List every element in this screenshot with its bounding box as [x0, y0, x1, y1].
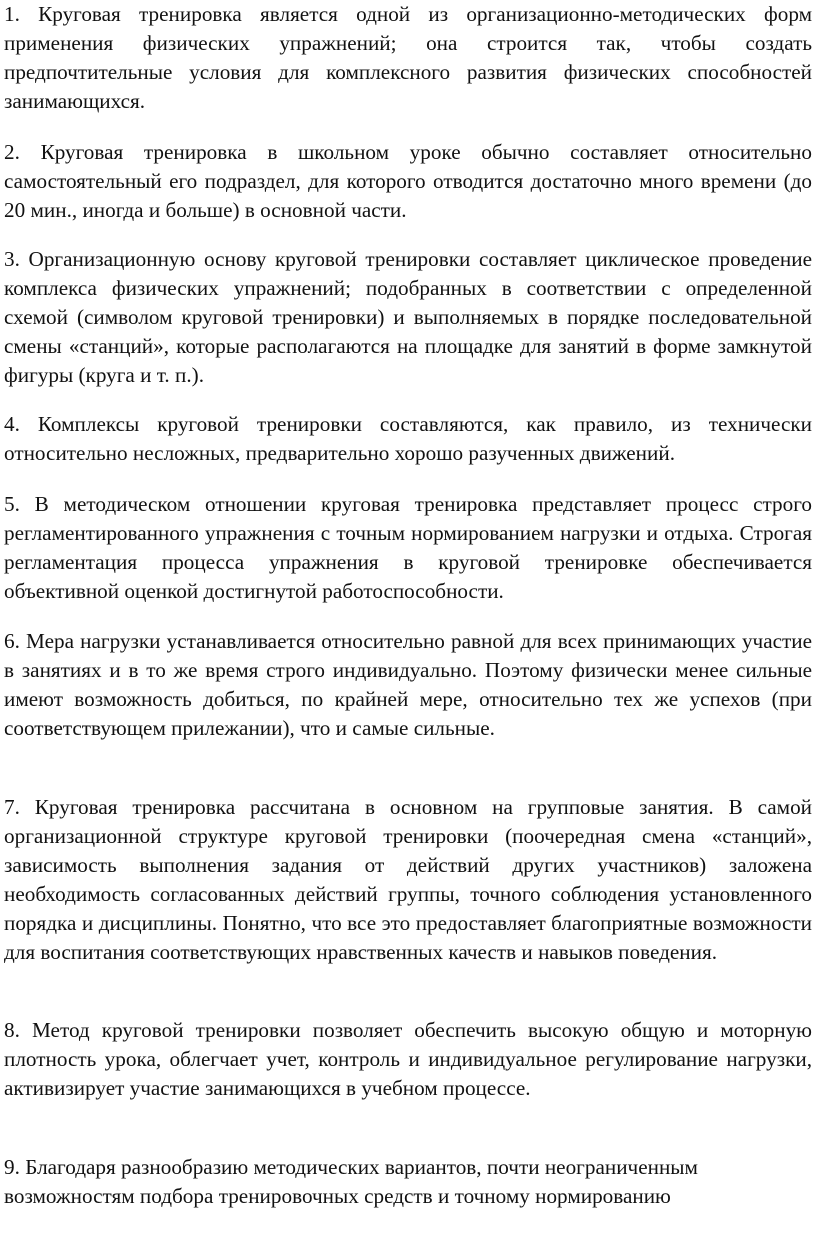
paragraph-text: Круговая тренировка рассчитана в основном на групповые занятия. В самой организационной структуре круговой тренировки (поочередная смена «станций», зависимость выполнения задания от действий других участников) заложена необходимость согласованных действий группы, точного соблюдения установленного порядка и дисциплины. Понятно, что все это предоставляет благоприятные возможности для воспитания соответствующих нравственных качеств и навыков поведения.: [4, 795, 813, 964]
paragraph-9: [4, 1153, 812, 1211]
paragraph-number: 6.: [4, 629, 20, 653]
paragraph-3: [4, 245, 812, 390]
paragraph-5: [4, 490, 812, 606]
paragraph-text: Организационную основу круговой тренировки составляет циклическое проведение комплекса физических упражнений; подобранных в соответствии с определенной схемой (символом круговой тренировки) и выполняемых в порядке последовательной смены «станций», которые располагаются на площадке для занятий в форме замкнутой фигуры (круга и т. п.).: [4, 247, 812, 387]
paragraph-text: Метод круговой тренировки позволяет обеспечить высокую общую и моторную плотность урока, облегчает учет, контроль и индивидуальное регулирование нагрузки, активизирует участие занимающихся в учебном процессе.: [4, 1018, 813, 1100]
paragraph-4: [4, 410, 812, 468]
paragraph-6: [4, 627, 812, 743]
paragraph-number: 2.: [4, 140, 20, 164]
paragraph-text: Благодаря разнообразию методических вариантов, почти неограниченным возможностям подбора тренировочных средств и точному нормированию: [4, 1155, 698, 1208]
paragraph-text: Круговая тренировка в школьном уроке обычно составляет относительно самостоятельный его подраздел, для которого отводится достаточно много времени (до 20 мин., иногда и больше) в основной части.: [4, 140, 812, 222]
paragraph-text: Круговая тренировка является одной из организационно-методических форм применения физических упражнений; она строится так, чтобы создать предпочтительные условия для комплексного развития физических способностей занимающихся.: [4, 2, 812, 113]
paragraph-number: 1.: [4, 2, 20, 26]
paragraph-8: [4, 1016, 812, 1103]
paragraph-text: Комплексы круговой тренировки составляются, как правило, из технически относительно несложных, предварительно хорошо разученных движений.: [4, 412, 812, 465]
paragraph-7: [4, 793, 812, 967]
paragraph-number: 4.: [4, 412, 20, 436]
paragraph-number: 5.: [4, 492, 20, 516]
paragraph-number: 7.: [4, 795, 20, 819]
paragraph-number: 8.: [4, 1018, 20, 1042]
paragraph-2: [4, 138, 812, 225]
paragraph-number: 3.: [4, 247, 20, 271]
paragraph-number: 9.: [4, 1155, 20, 1179]
paragraph-text: В методическом отношении круговая тренировка представляет процесс строго регламентированного упражнения с точным нормированием нагрузки и отдыха. Строгая регламентация процесса упражнения в круговой тренировке обеспечивается объективной оценкой достигнутой работоспособности.: [4, 492, 812, 603]
paragraph-text: Мера нагрузки устанавливается относительно равной для всех принимающих участие в занятиях и в то же время строго индивидуально. Поэтому физически менее сильные имеют возможность добиться, по крайней мере, относительно тех же успехов (при соответствующем прилежании), что и самые сильные.: [4, 629, 813, 740]
paragraph-1: [4, 0, 812, 116]
